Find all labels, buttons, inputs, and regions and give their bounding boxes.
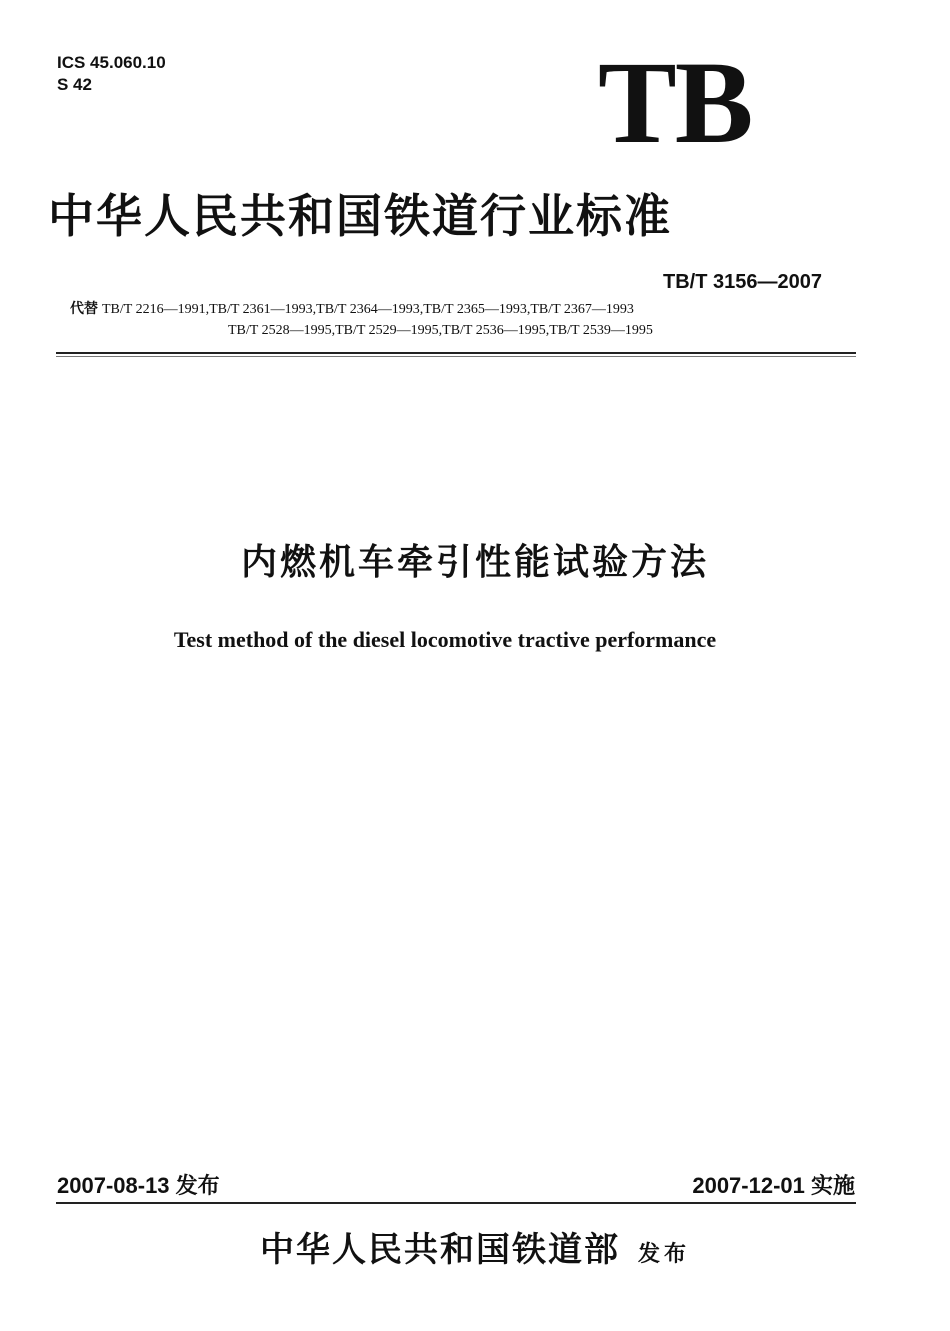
footer-divider: [56, 1202, 856, 1204]
replaces-line-1: [70, 298, 634, 321]
ministry-title: 中华人民共和国铁道行业标准: [48, 189, 672, 243]
document-title-english: Test method of the diesel locomotive tractive performance: [173, 627, 717, 652]
class-code: S 42: [57, 75, 92, 94]
header-divider: [56, 352, 856, 354]
issuing-organization: 中华人民共和国铁道部: [259, 1230, 620, 1270]
replaces-label: 代替: [70, 301, 98, 317]
ics-code: ICS 45.060.10: [57, 53, 166, 72]
replaces-line-2: TB/T 2528—1995,TB/T 2529—1995,TB/T 2536—1995,TB/T 2539—1995: [228, 323, 653, 338]
issuer: [0, 1228, 950, 1277]
classification-codes: [57, 52, 166, 96]
tb-logo: TB: [598, 37, 752, 168]
document-title-chinese: 内燃机车牵引性能试验方法: [240, 542, 709, 583]
issue-date: 2007-08-13 发布: [57, 1173, 220, 1198]
standard-number: TB/T 3156—2007: [663, 271, 822, 293]
issue-action: 发布: [637, 1242, 690, 1267]
header-divider-thin: [56, 356, 856, 357]
replaces-list-1: TB/T 2216—1991,TB/T 2361—1993,TB/T 2364—1993,TB/T 2365—1993,TB/T 2367—1993: [102, 302, 634, 317]
implementation-date: 2007-12-01 实施: [692, 1173, 855, 1198]
